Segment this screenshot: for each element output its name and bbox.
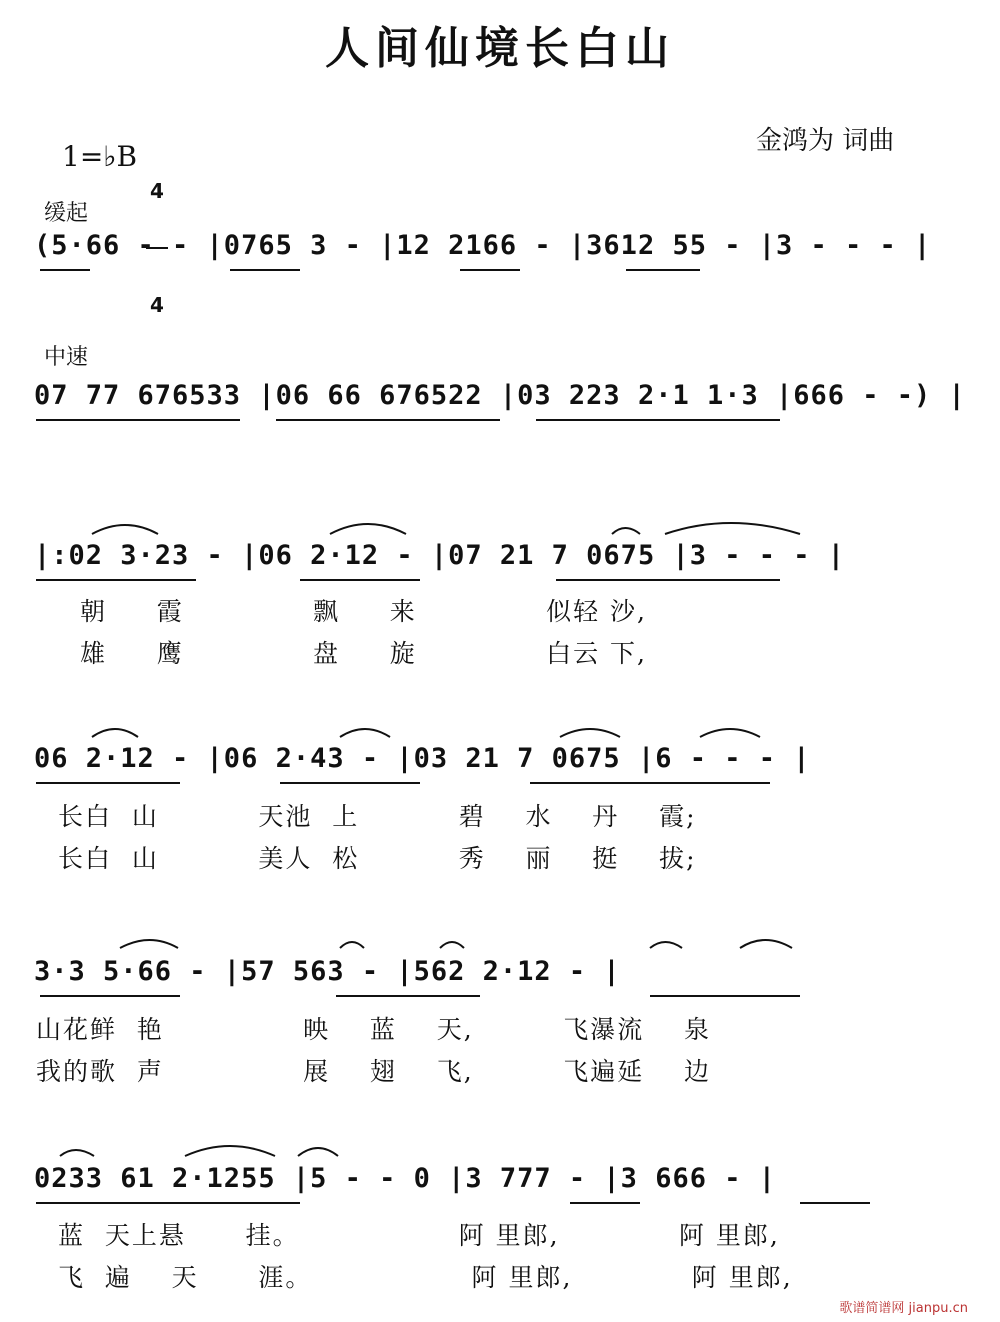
slur bbox=[612, 528, 640, 534]
notation-row-2: 07 77 676533 |06 66 676522 |03 223 2·1 1·3 |666 - -) | bbox=[34, 380, 966, 411]
notation-row-6: 0233 61 2·1255 |5 - - 0 |3 777 - |3 666 - | bbox=[34, 1163, 776, 1194]
notation-row-5: 3·3 5·66 - |57 563 - |562 2·12 - | bbox=[34, 956, 621, 987]
tempo-marking-intro: 缓起 bbox=[44, 201, 89, 226]
slur bbox=[650, 942, 682, 948]
slur bbox=[330, 524, 406, 534]
slur bbox=[740, 940, 792, 948]
meter-bottom: 4 bbox=[150, 293, 164, 317]
notation-row-1: (5·66 - - |0765 3 - |12 2166 - |3612 55 - |3 - - - | bbox=[34, 230, 932, 261]
slur bbox=[700, 729, 760, 737]
slur bbox=[60, 1150, 94, 1156]
tempo-marking-main: 中速 bbox=[44, 345, 89, 370]
meter-top: 4 bbox=[150, 179, 164, 203]
lyric-row-5-verse-1: 山花鲜 艳 映 蓝 天, 飞瀑流 泉 bbox=[36, 1015, 711, 1044]
lyric-row-6-verse-2: 飞 遍 天 涯。 阿 里郎, 阿 里郎, bbox=[58, 1263, 793, 1292]
lyric-row-4-verse-1: 长白 山 天池 上 碧 水 丹 霞; bbox=[58, 802, 697, 831]
slur bbox=[185, 1146, 275, 1156]
slur bbox=[92, 525, 158, 534]
slur bbox=[120, 940, 178, 948]
lyric-row-3-verse-1: 朝 霞 飘 来 似轻 沙, bbox=[80, 597, 647, 626]
slur bbox=[340, 729, 390, 737]
slur bbox=[560, 729, 620, 737]
composer-credit: 金鸿为 词曲 bbox=[756, 126, 895, 156]
slur bbox=[298, 1148, 338, 1156]
lyric-row-5-verse-2: 我的歌 声 展 翅 飞, 飞遍延 边 bbox=[36, 1057, 711, 1086]
slur bbox=[92, 729, 138, 737]
song-title: 人间仙境长白山 bbox=[325, 23, 675, 74]
lyric-row-4-verse-2: 长白 山 美人 松 秀 丽 挺 拔; bbox=[58, 844, 697, 873]
key-signature: 1=♭B bbox=[62, 140, 138, 173]
notation-row-4: 06 2·12 - |06 2·43 - |03 21 7 0675 |6 - - - | bbox=[34, 743, 811, 774]
slur bbox=[340, 942, 364, 948]
lyric-row-6-verse-1: 蓝 天上悬 挂。 阿 里郎, 阿 里郎, bbox=[58, 1221, 780, 1250]
slur bbox=[440, 942, 464, 948]
watermark: 歌谱简谱网 jianpu.cn bbox=[839, 1301, 968, 1316]
notation-row-3: |:02 3·23 - |06 2·12 - |07 21 7 0675 |3 - - - | bbox=[34, 540, 846, 571]
slur bbox=[665, 523, 800, 534]
lyric-row-3-verse-2: 雄 鹰 盘 旋 白云 下, bbox=[80, 639, 647, 668]
